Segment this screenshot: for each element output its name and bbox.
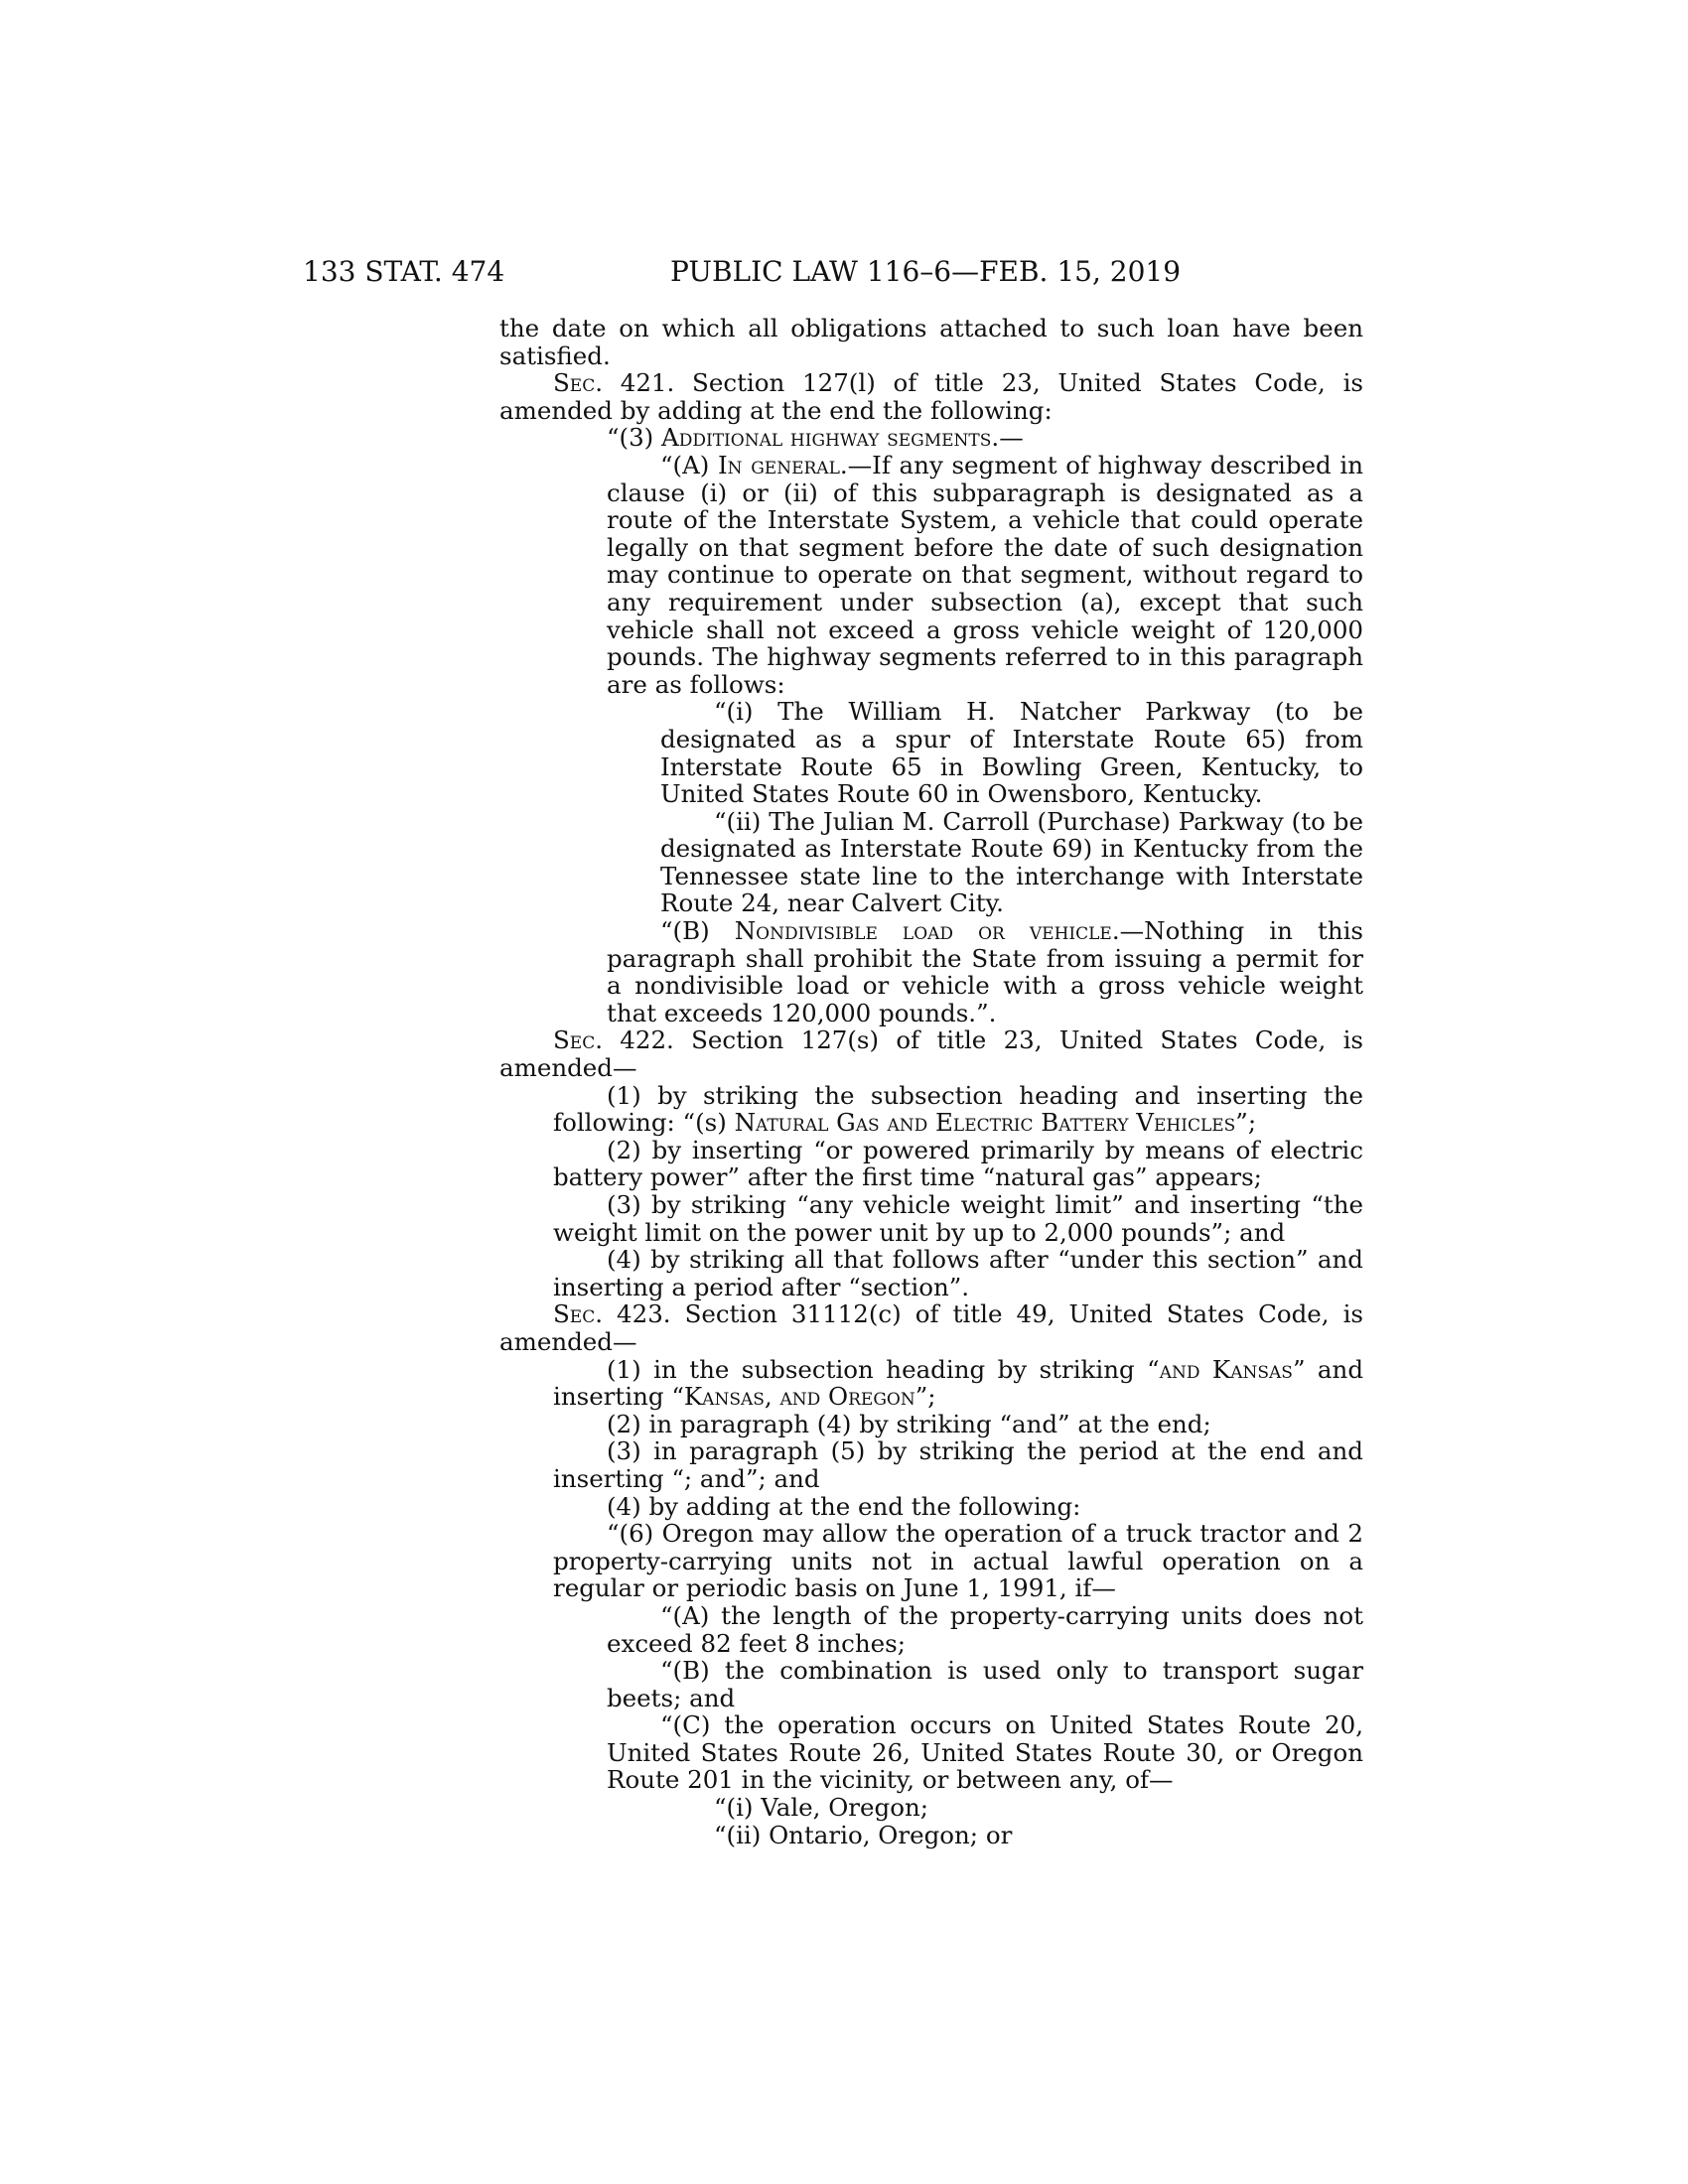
section-422-item-1: (1) by striking the subsection heading and inserting the following: “(s) Natural Gas and Electric Battery Vehicles”;	[553, 1080, 1363, 1138]
page-header	[303, 254, 1196, 290]
clause-ii-ontario: “(ii) Ontario, Oregon; or	[714, 1820, 1013, 1849]
public-law-title: PUBLIC LAW 116–6—FEB. 15, 2019	[670, 255, 1182, 288]
document-body	[499, 315, 1363, 1848]
subparagraph-b-sugar-beets: “(B) the combination is used only to transport sugar beets; and	[607, 1656, 1363, 1712]
section-423: Sec. 423. Section 31112(c) of title 49, United States Code, is amended—	[499, 1299, 1363, 1356]
section-422-item-2: (2) by inserting “or powered primarily by means of electric battery power” after the first time “natural gas” appears;	[553, 1135, 1363, 1192]
subparagraph-b-nondivisible: “(B) Nondivisible load or vehicle.—Nothing in this paragraph shall prohibit the State from issuing a permit for a nondivisible load or vehicle with a gross vehicle weight that exceeds 120,000 pounds.”.	[607, 916, 1364, 1027]
clause-ii-carroll-parkway: “(ii) The Julian M. Carroll (Purchase) Parkway (to be designated as Interstate Route 69) in Kentucky from the Tennessee state line to the interchange with Interstate Route 24, near Calvert City.	[660, 806, 1363, 918]
section-423-item-4: (4) by adding at the end the following:	[607, 1491, 1081, 1521]
section-423-item-3: (3) in paragraph (5) by striking the period at the end and inserting “; and”; and	[553, 1436, 1363, 1493]
subparagraph-c-routes: “(C) the operation occurs on United States Route 20, United States Route 26, United States Route 30, or Oregon Route 201 in the vicinity, or between any, of—	[607, 1710, 1363, 1795]
paragraph-continuation: the date on which all obligations attached to such loan have been satisfied.	[499, 314, 1363, 370]
section-422-item-4: (4) by striking all that follows after “under this section” and inserting a period after “section”.	[553, 1245, 1363, 1301]
clause-i-natcher-parkway: “(i) The William H. Natcher Parkway (to be designated as a spur of Interstate Route 65) from Interstate Route 65 in Bowling Green, Kentucky, to United States Route 60 in Owensboro, Kentucky.	[660, 697, 1363, 809]
section-423-item-2: (2) in paragraph (4) by striking “and” at the end;	[607, 1409, 1211, 1438]
section-422: Sec. 422. Section 127(s) of title 23, United States Code, is amended—	[499, 1025, 1363, 1083]
section-423-item-1: (1) in the subsection heading by striking “and Kansas” and inserting “Kansas, and Oregon”;	[553, 1354, 1364, 1412]
section-422-item-3: (3) by striking “any vehicle weight limit” and inserting “the weight limit on the power unit by up to 2,000 pounds”; and	[553, 1190, 1363, 1247]
statute-page-reference: 133 STAT. 474	[303, 255, 505, 288]
section-421: Sec. 421. Section 127(l) of title 23, United States Code, is amended by adding at the end the following:	[499, 368, 1363, 425]
paragraph-3-heading: “(3) Additional highway segments.—	[607, 423, 1024, 453]
paragraph-6-oregon: “(6) Oregon may allow the operation of a truck tractor and 2 property-carrying units not in actual lawful operation on a regular or periodic basis on June 1, 1991, if—	[553, 1519, 1363, 1603]
subparagraph-a-length: “(A) the length of the property-carrying units does not exceed 82 feet 8 inches;	[607, 1600, 1363, 1658]
subparagraph-a-in-general: “(A) In general.—If any segment of highway described in clause (i) or (ii) of this subparagraph is designated as a route of the Interstate System, a vehicle that could operate legally on that segment before the date of such designation may continue to operate on that segment, without regard to any requirement under subsection (a), except that such vehicle shall not exceed a gross vehicle weight of 120,000 pounds. The highway segments referred to in this paragraph are as follows:	[607, 450, 1364, 699]
clause-i-vale: “(i) Vale, Oregon;	[714, 1793, 928, 1823]
